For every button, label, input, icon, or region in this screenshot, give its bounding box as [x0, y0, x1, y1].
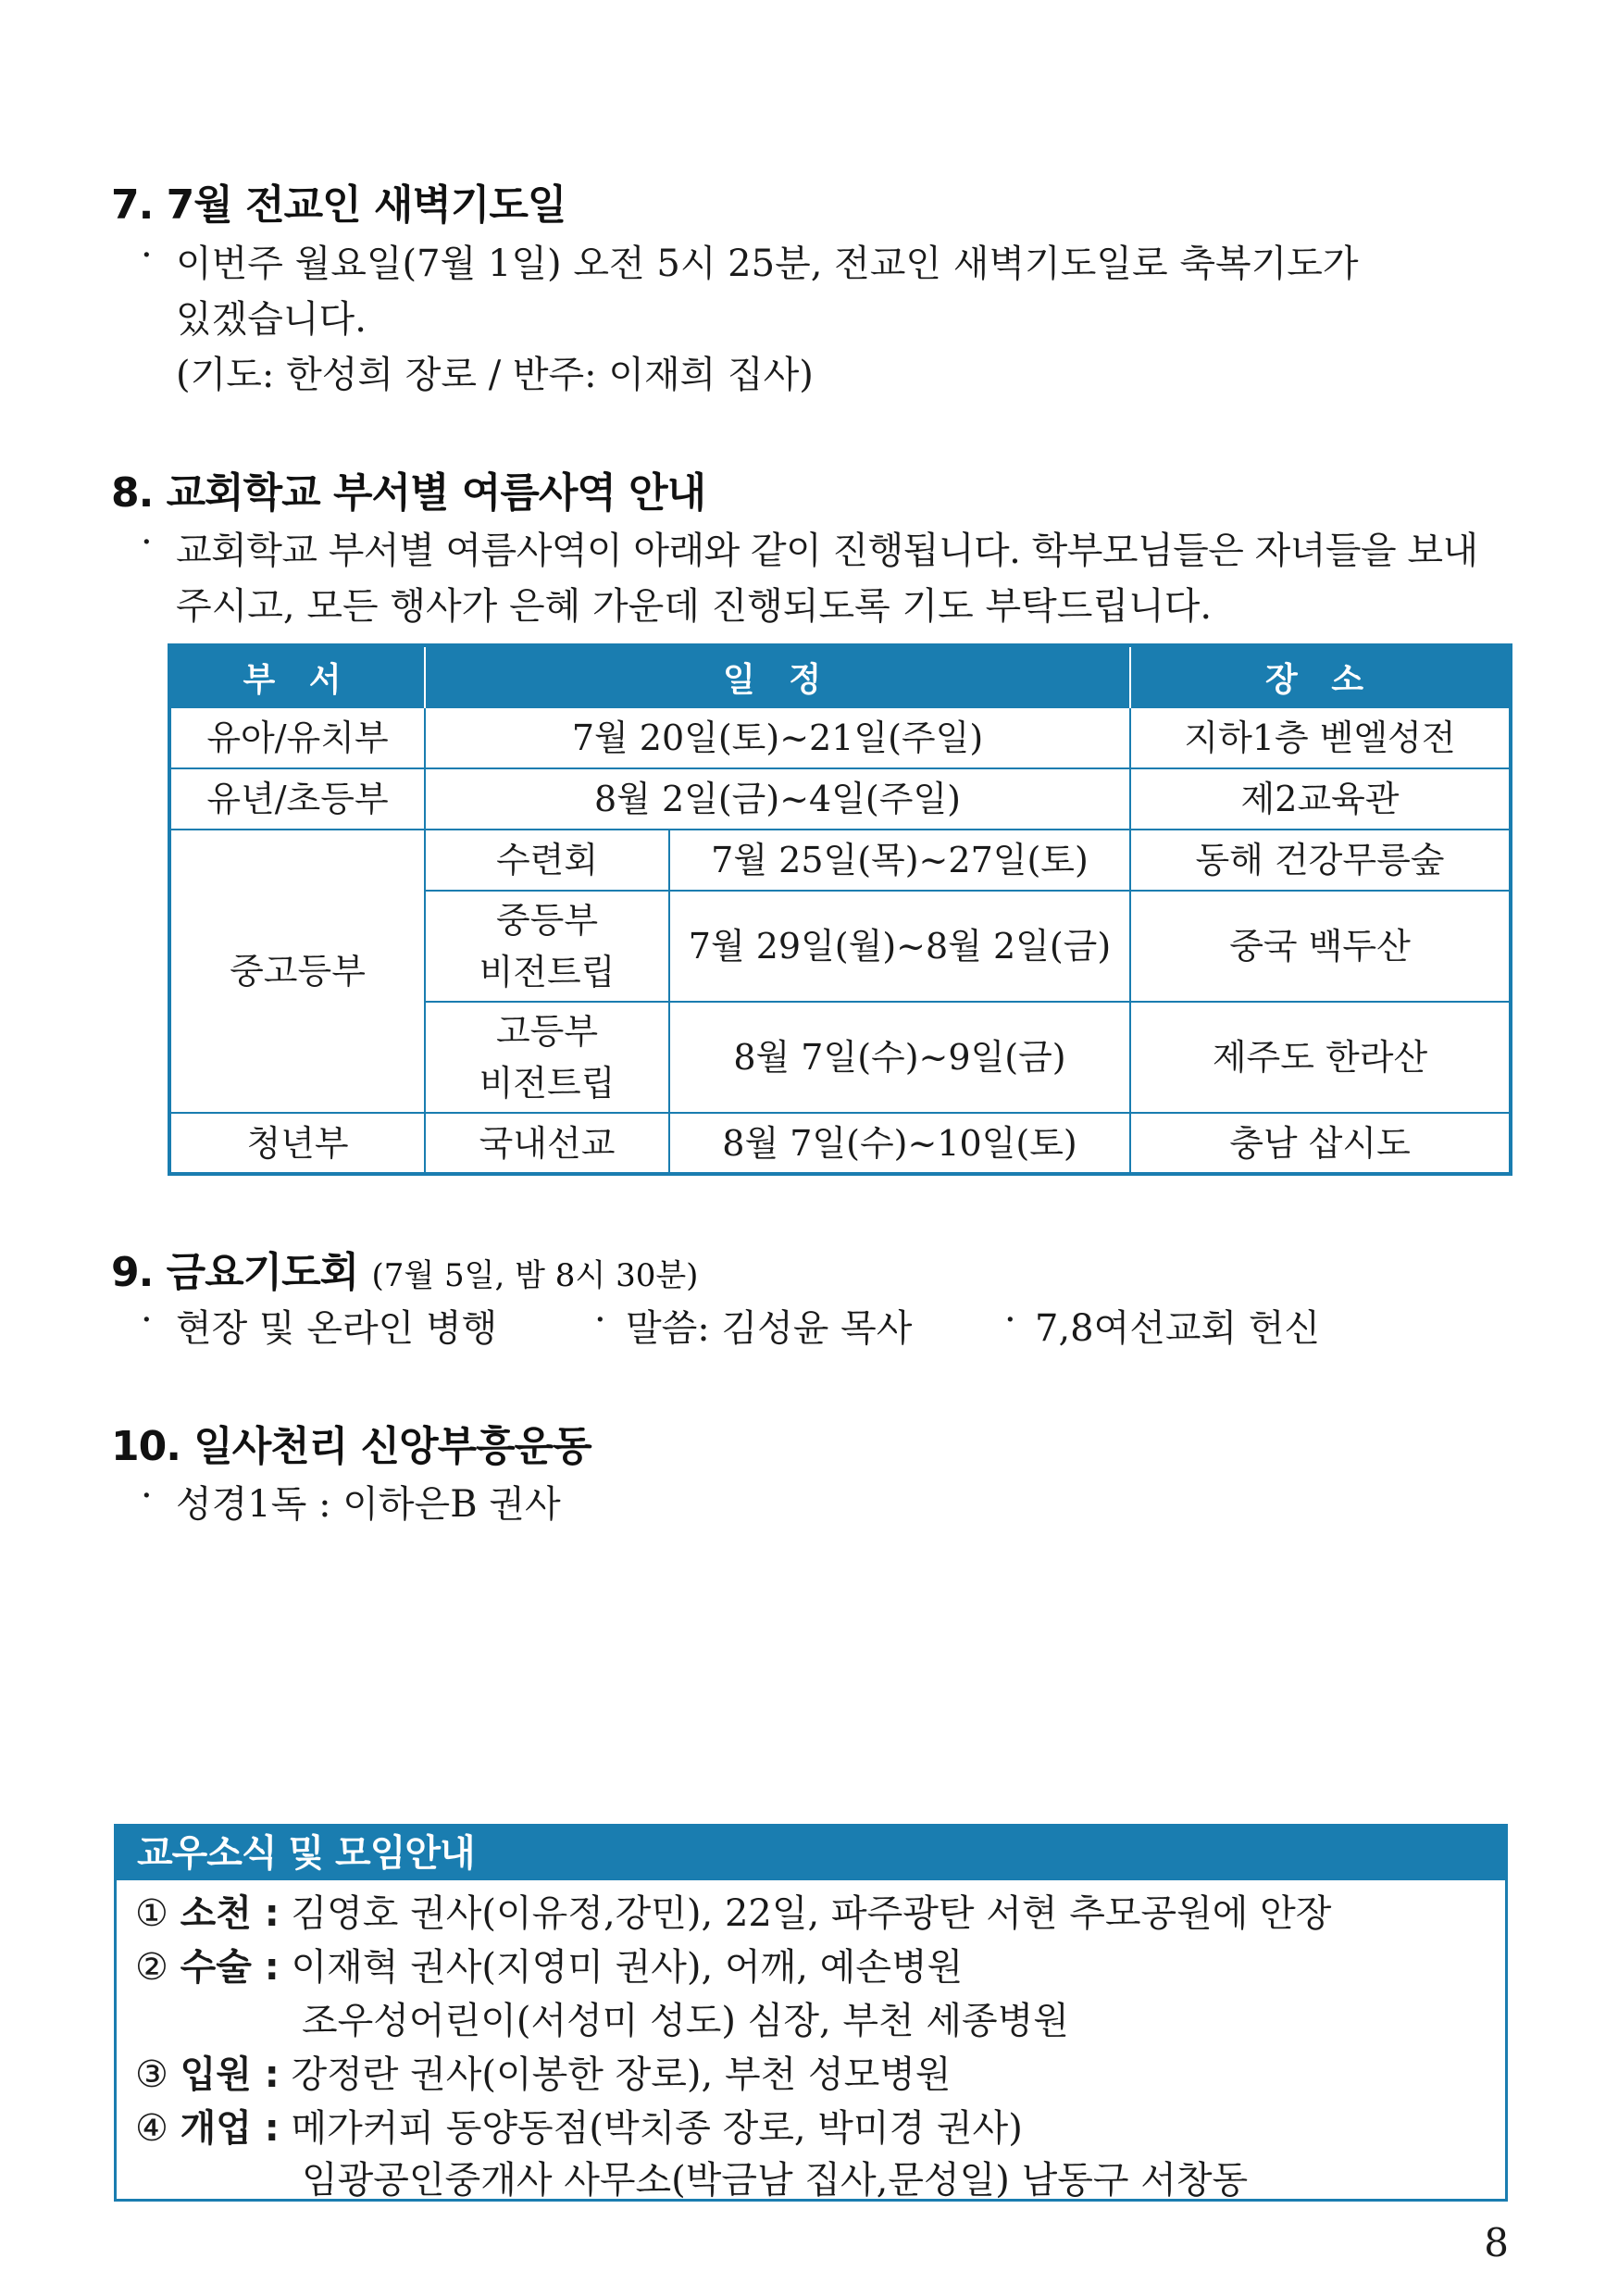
bullet: · [1004, 1299, 1016, 1341]
summer-schedule-table [168, 643, 1512, 1176]
news-text: 강정란 권사(이봉한 장로), 부천 성모병원 [291, 2053, 952, 2096]
table-row [169, 768, 1511, 830]
cell-place: 제2교육관 [1130, 768, 1511, 830]
table-row [169, 707, 1511, 768]
news-label: 입원 : [180, 2053, 280, 2096]
cell-date: 7월 20일(토)~21일(주일) [425, 707, 1130, 768]
news-text: 김영호 권사(이유정,강민), 22일, 파주광탄 서현 추모공원에 안장 [291, 1892, 1332, 1935]
news-item-3 [135, 2045, 952, 2098]
news-item-2-line-2: 조우성어린이(서성미 성도) 심장, 부천 세종병원 [302, 2000, 1069, 2042]
cell-place: 동해 건강무릉숲 [1130, 830, 1511, 891]
cell-event: 수련회 [425, 830, 669, 891]
section-9-item-1: 현장 및 온라인 병행 [176, 1307, 498, 1350]
table-header-row [169, 645, 1511, 707]
section-8-title: 8. 교회학교 부서별 여름사역 안내 [111, 469, 706, 517]
news-num: ② [135, 1946, 168, 1989]
news-item-4 [135, 2099, 1023, 2152]
news-label: 개업 : [180, 2107, 280, 2150]
cell-event-line-2: 비전트립 [479, 1063, 616, 1104]
news-num: ③ [135, 2053, 168, 2096]
news-label: 소천 : [180, 1892, 280, 1935]
section-7-title: 7. 7월 전교인 새벽기도일 [111, 181, 566, 229]
section-8-line-2: 주시고, 모든 행사가 은혜 가운데 진행되도록 기도 부탁드립니다. [176, 585, 1213, 628]
table-row [169, 830, 1511, 891]
cell-place: 지하1층 벧엘성전 [1130, 707, 1511, 768]
section-7-line-3: (기도: 한성희 장로 / 반주: 이재희 집사) [176, 354, 814, 396]
news-label: 수술 : [180, 1946, 280, 1989]
table-row [169, 1113, 1511, 1174]
news-text: 이재혁 권사(지영미 권사), 어깨, 예손병원 [291, 1946, 964, 1989]
news-item-2 [135, 1938, 963, 1990]
news-box-title: 교우소식 및 모임안내 [117, 1827, 1505, 1880]
bullet: · [141, 521, 153, 564]
section-9-item-3: 7,8여선교회 헌신 [1035, 1307, 1321, 1350]
section-9-title-text: 9. 금요기도회 [111, 1249, 359, 1296]
section-7-line-1: 이번주 월요일(7월 1일) 오전 5시 25분, 전교인 새벽기도일로 축복기도가 [176, 243, 1359, 285]
cell-dept: 중고등부 [169, 830, 425, 1113]
cell-event: 국내선교 [425, 1113, 669, 1174]
news-item-1 [135, 1884, 1331, 1937]
cell-place: 충남 삽시도 [1130, 1113, 1511, 1174]
news-text: 메가커피 동양동점(박치종 장로, 박미경 권사) [291, 2107, 1023, 2150]
bullet: · [141, 1299, 153, 1341]
section-9-title [111, 1239, 698, 1298]
news-num: ① [135, 1892, 168, 1935]
bullet: · [141, 234, 153, 277]
section-8-line-1: 교회학교 부서별 여름사역이 아래와 같이 진행됩니다. 학부모님들은 자녀들을 보내 [176, 530, 1478, 572]
header-schedule: 일 정 [425, 645, 1130, 707]
cell-dept: 청년부 [169, 1113, 425, 1174]
cell-date: 7월 29일(월)~8월 2일(금) [669, 891, 1130, 1002]
section-9-subtitle: (7월 5일, 밤 8시 30분) [371, 1257, 699, 1294]
section-10-title: 10. 일사천리 신앙부흥운동 [111, 1423, 591, 1470]
cell-event [425, 891, 669, 1002]
section-10-line-1: 성경1독 : 이하은B 권사 [176, 1483, 561, 1526]
congregation-news-box [114, 1824, 1508, 2202]
page-number: 8 [1484, 2220, 1509, 2265]
bullet: · [141, 1475, 153, 1517]
cell-event-line-1: 고등부 [495, 1011, 599, 1052]
news-num: ④ [135, 2107, 168, 2150]
cell-date: 8월 7일(수)~10일(토) [669, 1113, 1130, 1174]
bullet: · [594, 1299, 606, 1341]
cell-date: 7월 25일(목)~27일(토) [669, 830, 1130, 891]
cell-date: 8월 2일(금)~4일(주일) [425, 768, 1130, 830]
cell-event-line-2: 비전트립 [479, 952, 616, 992]
cell-place: 중국 백두산 [1130, 891, 1511, 1002]
header-dept: 부 서 [169, 645, 425, 707]
cell-dept: 유년/초등부 [169, 768, 425, 830]
cell-event [425, 1002, 669, 1113]
cell-place: 제주도 한라산 [1130, 1002, 1511, 1113]
cell-dept: 유아/유치부 [169, 707, 425, 768]
cell-date: 8월 7일(수)~9일(금) [669, 1002, 1130, 1113]
section-7-line-2: 있겠습니다. [176, 298, 367, 341]
cell-event-line-1: 중등부 [495, 900, 599, 941]
header-place: 장 소 [1130, 645, 1511, 707]
section-9-item-2: 말씀: 김성윤 목사 [626, 1307, 913, 1350]
news-item-4-line-2: 임광공인중개사 사무소(박금남 집사,문성일) 남동구 서창동 [302, 2159, 1249, 2202]
